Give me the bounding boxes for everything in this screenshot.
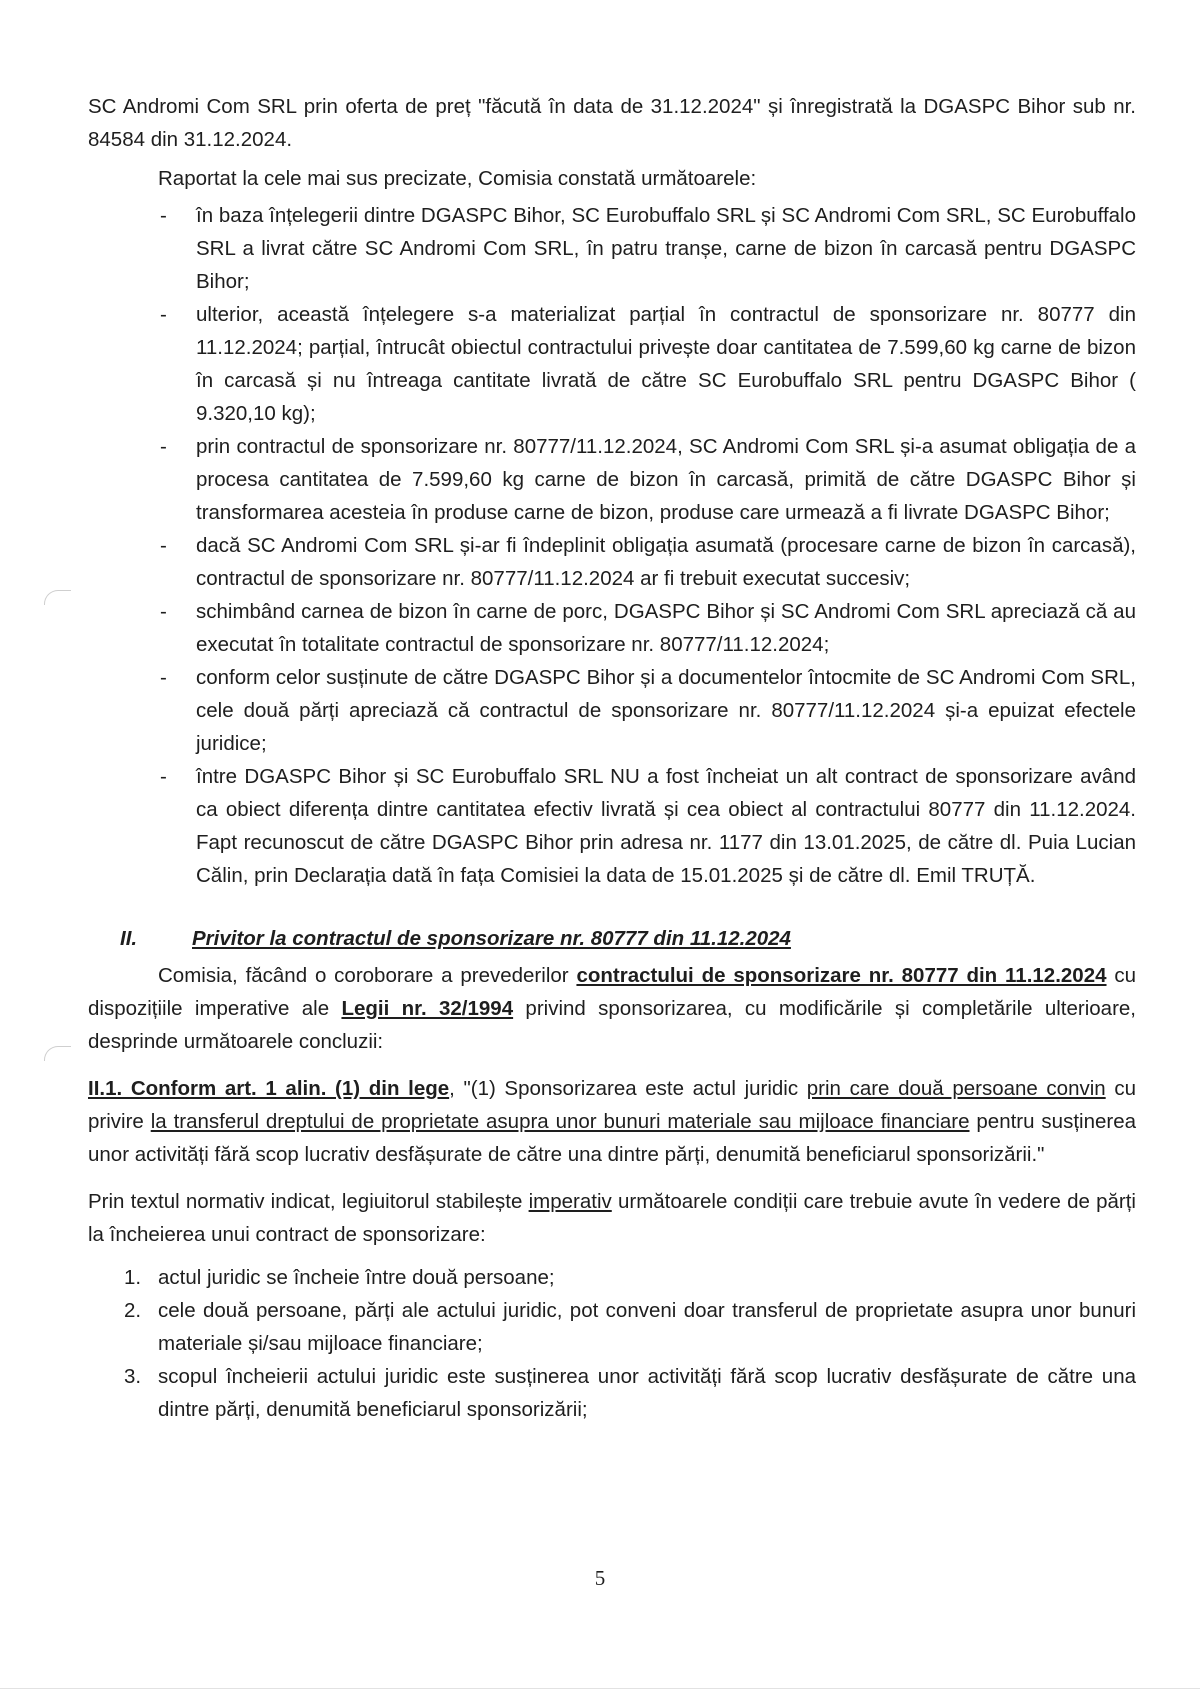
text-run: , "(1) Sponsorizarea este actul juridic bbox=[449, 1077, 807, 1100]
conditions-lead bbox=[88, 1185, 1136, 1251]
findings-list bbox=[88, 199, 1136, 892]
law-reference: Legii nr. 32/1994 bbox=[341, 997, 514, 1020]
text-run: privind sponsorizarea, cu modificările și completările ulterioare, desprinde următoarele concluzii: bbox=[88, 997, 1136, 1053]
text-run: cu privire bbox=[88, 1077, 1136, 1133]
list-item: - schimbând carnea de bizon în carne de porc, DGASPC Bihor și SC Andromi Com SRL apreciază că au executat în totalitate contractul de sponsorizare nr. 80777/11.12.2024; bbox=[196, 595, 1136, 661]
page-number: 5 bbox=[594, 1566, 606, 1590]
section-title: Privitor la contractul de sponsorizare nr. 80777 din 11.12.2024 bbox=[192, 927, 791, 950]
text-run: cu dispozițiile imperative ale bbox=[88, 964, 1136, 1020]
list-item bbox=[124, 1294, 1136, 1360]
list-item: - prin contractul de sponsorizare nr. 80777/11.12.2024, SC Andromi Com SRL și-a asumat obligația de a procesa cantitatea de 7.599,60 kg carne de bizon în carcasă, primită de către DGASPC Bihor și transformarea acesteia în produse carne de bizon, produse care urmează a fi livrate DGASPC Bihor; bbox=[196, 430, 1136, 529]
scan-hole-mark bbox=[44, 590, 71, 605]
text-run: Comisia, făcând o coroborare a prevederilor bbox=[158, 964, 577, 987]
text-run: pentru susținerea unor activități fără scop lucrativ desfășurate de către una dintre părți, denumită beneficiarul sponsorizării." bbox=[88, 1110, 1137, 1166]
section-heading bbox=[88, 922, 1136, 955]
scan-hole-mark bbox=[44, 1046, 71, 1061]
underlined-word: imperativ bbox=[528, 1190, 612, 1213]
list-item: - conform celor susținute de către DGASPC Bihor și a documentelor întocmite de SC Andromi Com SRL, cele două părți apreciază că contractul de sponsorizare nr. 80777/11.12.2024 și-a epuizat efectele juridice; bbox=[196, 661, 1136, 760]
conditions-list bbox=[88, 1261, 1136, 1426]
text-run: Prin textul normativ indicat, legiuitorul stabilește bbox=[88, 1190, 529, 1213]
findings-lead: Raportat la cele mai sus precizate, Comisia constată următoarele: bbox=[158, 167, 757, 190]
contract-reference: contractului de sponsorizare nr. 80777 din 11.12.2024 bbox=[576, 964, 1107, 987]
list-item: - în baza înțelegerii dintre DGASPC Bihor, SC Eurobuffalo SRL și SC Andromi Com SRL, SC Eurobuffalo SRL a livrat către SC Andromi Com SRL, în patru tranșe, carne de bizon în carcasă pentru DGASPC Bihor; bbox=[196, 199, 1136, 298]
list-item: - dacă SC Andromi Com SRL și-ar fi îndeplinit obligația asumată (procesare carne de bizon în carcasă), contractul de sponsorizare nr. 80777/11.12.2024 ar fi trebuit executat succesiv; bbox=[196, 529, 1136, 595]
article-paragraph bbox=[88, 1072, 1136, 1171]
item-text: actul juridic se încheie între două persoane; bbox=[158, 1266, 555, 1289]
underlined-phrase: prin care două persoane convin bbox=[806, 1077, 1106, 1100]
section-number: II. bbox=[120, 927, 138, 950]
list-item: - ulterior, această înțelegere s-a materializat parțial în contractul de sponsorizare nr. 80777 din 11.12.2024; parțial, întrucât obiectul contractului privește doar cantitatea de 7.599,60 kg carne de bizon în carcasă și nu întreaga cantitate livrată de către SC Eurobuffalo SRL pentru DGASPC Bihor ( 9.320,10 kg); bbox=[196, 298, 1136, 430]
item-text: cele două persoane, părți ale actului juridic, pot conveni doar transferul de proprietate asupra unor bunuri materiale și/sau mijloace financiare; bbox=[158, 1299, 1136, 1355]
item-number: 2. bbox=[124, 1299, 142, 1322]
scan-edge-line bbox=[0, 1688, 1200, 1689]
conclusions-paragraph bbox=[88, 959, 1136, 1058]
text-run: următoarele condiții care trebuie avute în vedere de părți la încheierea unui contract de sponsorizare: bbox=[88, 1190, 1136, 1246]
article-reference: II.1. Conform art. 1 alin. (1) din lege bbox=[88, 1077, 450, 1100]
item-number: 1. bbox=[124, 1266, 142, 1289]
list-item: - între DGASPC Bihor și SC Eurobuffalo SRL NU a fost încheiat un alt contract de sponsorizare având ca obiect diferența dintre cantitatea efectiv livrată și cea obiect al contractului 80777 din 11.12.2024. Fapt recunoscut de către DGASPC Bihor prin adresa nr. 1177 din 13.01.2025, de către dl. Puia Lucian Călin, prin Declarația dată în fața Comisiei la data de 15.01.2025 și de către dl. Emil TRUȚĂ. bbox=[196, 760, 1136, 892]
list-item bbox=[124, 1360, 1136, 1426]
list-item bbox=[124, 1261, 1136, 1294]
item-text: scopul încheierii actului juridic este susținerea unor activități fără scop lucrativ desfășurate de către una dintre părți, denumită beneficiarul sponsorizării; bbox=[158, 1365, 1136, 1421]
underlined-phrase: la transferul dreptului de proprietate asupra unor bunuri materiale sau mijloace financiare bbox=[150, 1110, 970, 1133]
item-number: 3. bbox=[124, 1365, 142, 1388]
intro-paragraph: SC Andromi Com SRL prin oferta de preț "făcută în data de 31.12.2024" și înregistrată la DGASPC Bihor sub nr. 84584 din 31.12.2024. bbox=[88, 95, 1136, 151]
